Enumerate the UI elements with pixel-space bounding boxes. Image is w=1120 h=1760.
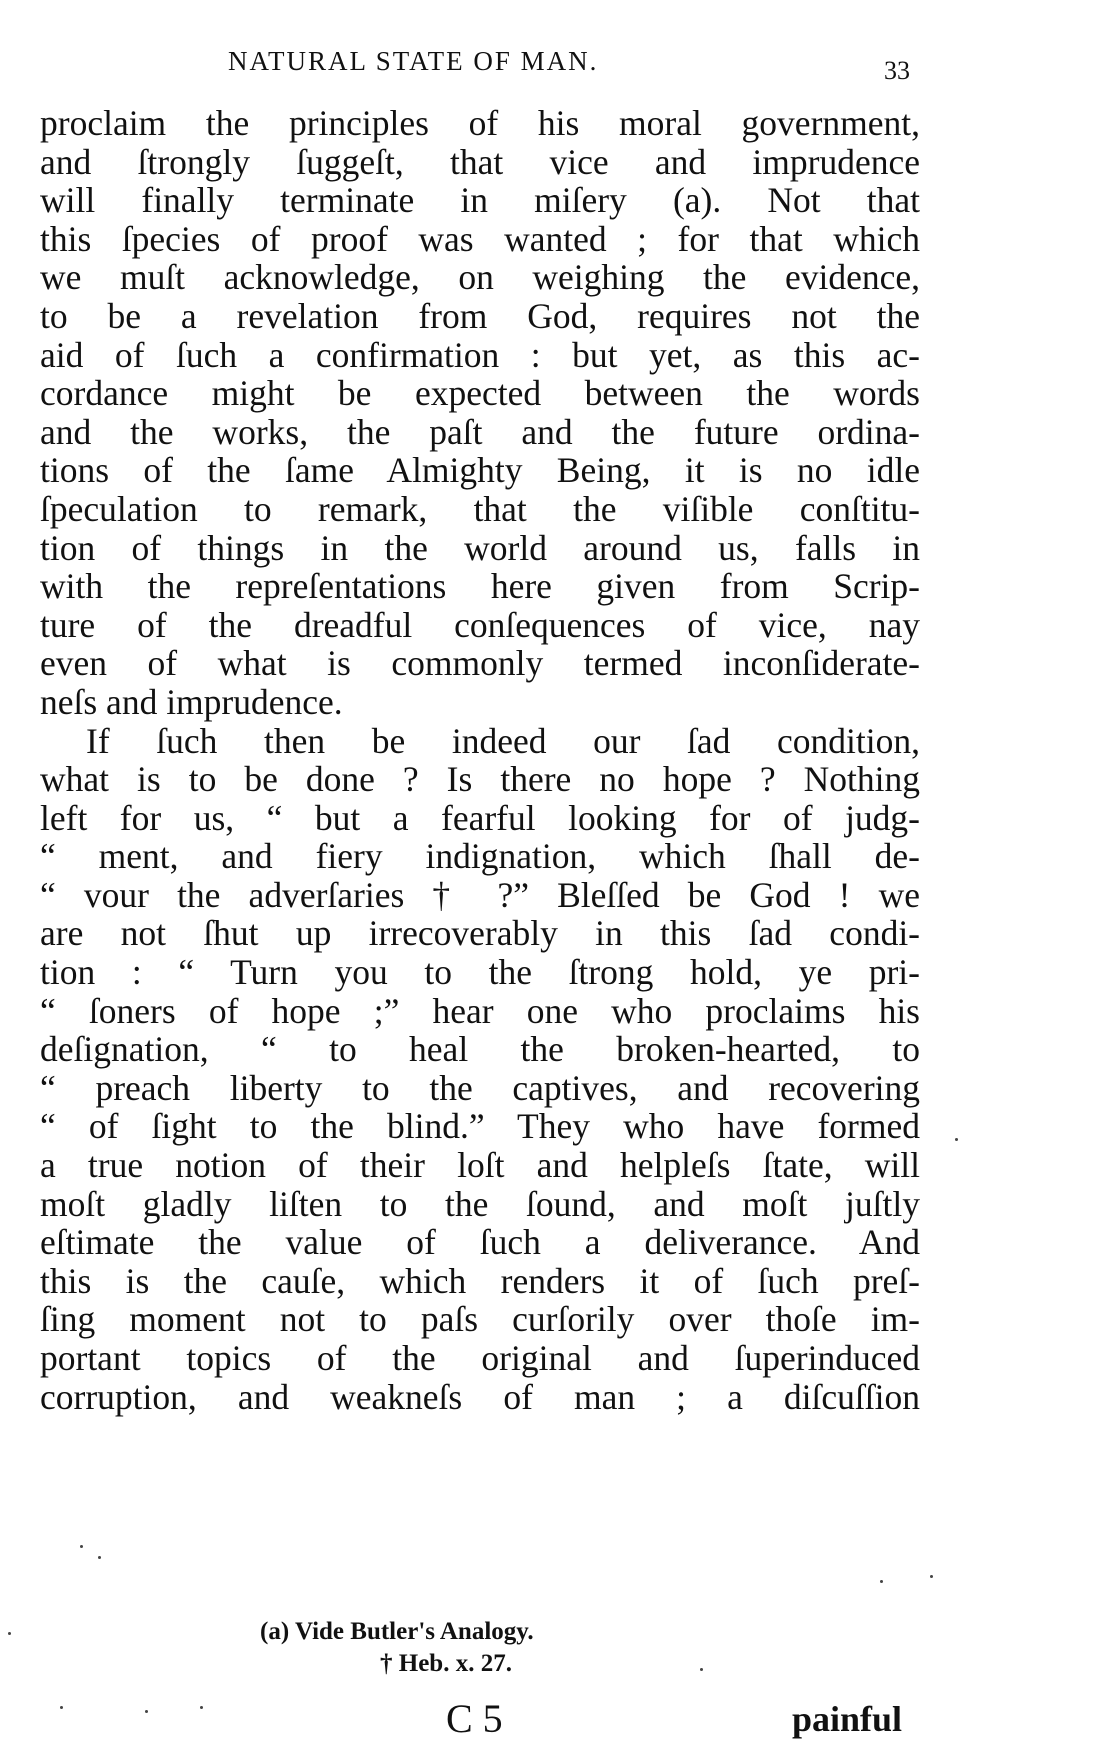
text-line: moſt gladly liſten to the ſound, and moſt juſtly [40,1183,920,1224]
running-title: NATURAL STATE OF MAN. [228,46,599,76]
text-line: left for us, “ but a fearful looking for of judg- [40,797,920,838]
text-line: corruption, and weakneſs of man ; a diſcuſſion [40,1376,920,1417]
scan-speck [98,1556,101,1559]
text-line: ture of the dreadful conſequences of vice, nay [40,604,920,645]
text-line: “ ment, and fiery indignation, which ſhall de- [40,836,920,877]
catchword: painful [792,1699,903,1739]
text-line: “ preach liberty to the captives, and recovering [40,1067,920,1108]
text-line: are not ſhut up irrecoverably in this ſad condi- [40,913,920,954]
footnotes [260,1616,534,1680]
scan-speck [955,1138,958,1141]
page-number: 33 [884,56,910,85]
text-line: to be a revelation from God, requires not the [40,295,920,336]
scan-speck [200,1706,203,1709]
text-line: a true notion of their loſt and helpleſs ſtate, will [40,1145,920,1186]
text-line: “ vour the adverſaries † ?” Bleſſed be God ! we [40,874,920,915]
footnote-dagger: † Heb. x. 27. [380,1650,512,1677]
text-line: “ ſoners of hope ;” hear one who proclaims his [40,990,920,1031]
footnote-a: (a) Vide Butler's Analogy. [260,1618,534,1645]
scan-speck [60,1706,63,1709]
text-line: we muſt acknowledge, on weighing the evidence, [40,257,920,298]
text-line: what is to be done ? Is there no hope ? Nothing [40,759,920,800]
scan-speck [145,1710,148,1713]
text-line: with the repreſentations here given from Scrip- [40,566,920,607]
text-line: tions of the ſame Almighty Being, it is no idle [40,450,920,491]
text-line: will finally terminate in miſery (a). Not that [40,180,920,221]
body-text [40,104,920,1416]
text-line: “ of ſight to the blind.” They who have formed [40,1106,920,1147]
text-line: proclaim the principles of his moral government, [40,103,920,143]
text-line: this is the cauſe, which renders it of ſuch preſ- [40,1260,920,1301]
scan-speck [930,1575,933,1578]
text-line: ſpeculation to remark, that the viſible conſtitu- [40,488,920,529]
text-line: If ſuch then be indeed our ſad condition, [86,720,920,761]
text-line: deſignation, “ to heal the broken-hearted, to [40,1029,920,1070]
text-line: even of what is commonly termed inconſiderate- [40,643,920,684]
text-line: portant topics of the original and ſuperinduced [40,1338,920,1378]
text-line: cordance might be expected between the words [40,373,920,414]
text-line: tion : “ Turn you to the ſtrong hold, ye pri- [40,952,920,993]
scan-speck [880,1580,883,1583]
text-line: tion of things in the world around us, falls in [40,527,920,568]
text-line: and ſtrongly ſuggeſt, that vice and imprudence [40,141,920,182]
scan-speck [8,1632,11,1635]
scan-speck [700,1668,703,1671]
signature-mark: C 5 [446,1696,503,1741]
text-line: this ſpecies of proof was wanted ; for that which [40,218,920,259]
text-line: eſtimate the value of ſuch a deliverance. And [40,1222,920,1263]
text-line: and the works, the paſt and the future ordina- [40,411,920,452]
text-line: aid of ſuch a confirmation : but yet, as this ac- [40,334,920,375]
text-line: neſs and imprudence. [40,681,343,722]
text-line: ſing moment not to paſs curſorily over thoſe im- [40,1299,920,1340]
scan-speck [80,1545,83,1548]
